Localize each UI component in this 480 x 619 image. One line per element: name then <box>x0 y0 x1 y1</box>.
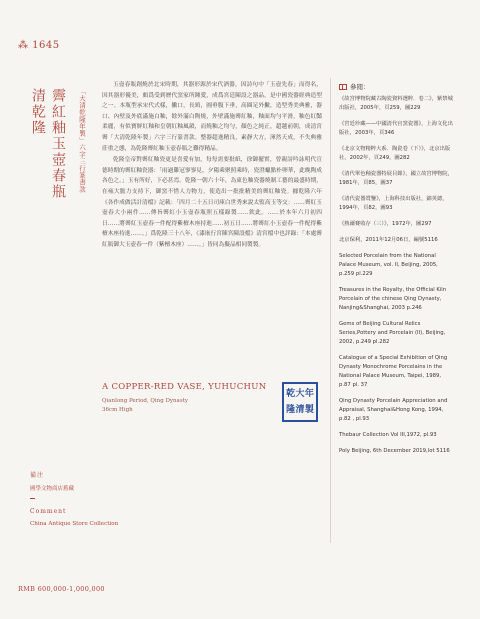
reference-item: 《故宮博物院藏古陶瓷資料選粹．卷二》，紫禁城出版社，2005年，頁259，圖229 <box>339 96 453 111</box>
period-line: Qianlong Period, Qing Dynasty <box>102 398 188 404</box>
reference-item: Treasures in the Royalty, the Official Kiln Porcelain of the chinese Qing Dynasty, Nanjing&Shanghai, 2003 p.246 <box>339 287 447 311</box>
seal-char: 清 <box>295 405 305 415</box>
provenance-text: 國學文物商店舊藏 <box>30 486 75 492</box>
seal-char: 製 <box>304 405 314 415</box>
lot-number: ⁂ 1645 <box>18 40 60 51</box>
title-zh-marks: 「大清乾隆年製」六字三行篆書款 <box>78 88 86 193</box>
reference-item: 《清代單色釉瓷器特展目錄》，國立故宮博物院，1981年，頁85，圖37 <box>339 171 453 186</box>
description-body <box>102 80 322 252</box>
seal-char: 大 <box>295 389 305 399</box>
references-list <box>339 95 454 463</box>
reference-item: 北京保利，2011年12月06日，編號5116 <box>339 237 438 243</box>
height-line: 36cm High <box>102 407 133 413</box>
references-label: 參閱： <box>350 83 370 91</box>
seal-char: 隆 <box>286 405 296 415</box>
reference-item: 《北京文物精粹大系．陶瓷卷（下）》，北京出版社，2002年，頁249，圖282 <box>339 146 451 161</box>
reign-mark-seal <box>282 382 318 422</box>
reference-item: Catalogue of a Special Exhibition of Qing Dynasty Monochrome Porcelains in the National Palace Museum, Taipei, 1989, p.87 pl. 37 <box>339 355 448 388</box>
title-en: A COPPER-RED VASE, YUHUCHUN <box>102 382 267 392</box>
seal-char: 年 <box>304 389 314 399</box>
reference-item: Gems of Beijing Cultural Relics Series,Pottery and Porcelain (II), Beijing, 2002, p.249 pl.282 <box>339 321 446 345</box>
reference-item: Selected Porcelain from the National Palace Museum, vol. II, Beijing, 2005, p.259 pl.229 <box>339 253 438 277</box>
seal-char: 乾 <box>286 389 296 399</box>
description-paragraph: 乾隆皇帝對霽紅釉瓷更是喜愛有加，每每需要批紙，徐御擺實，曾親詩吟詠明代宣德時期的霽紅釉瓷器：「雨過雞冠寥寥見，夕陽乘聚照乘時，瓷澄蠟點朴卵華，此晚陶成各色之。」玉有所好，下必甚焉。乾隆一朝六十年，為東色釉瓷器燒制工藝的最盛時期，在雍大膽力支持下，御窯不惜人力物力，使造出一批批精美的霽紅釉瓷。據乾隆六年《各作成做活計清檔》記載：「四月二十五日司庫白世秀來說太監高玉等交：……霽紅玉壺春大小兩件……傳旨霽紅小玉壺春瓶照五樣錄製……欽此。……於本年六月初四日……將霽紅玉壺春一件配得紫檀木座持進……初五日……將霽紅小玉壺春一件配得紫檀木座持進……。」爲乾隆三十八年，《漆嵌行宮陳宮陳設檔》清宮檔中也詳錄：「本處霽紅瓶御大玉壺春一件（紫檀木座）……。」皆同為擬品相同製製。 <box>102 157 322 248</box>
reference-item: Poly Beijing, 6th December 2019,lot 5116 <box>339 448 450 454</box>
references-header <box>339 82 370 91</box>
divider-dash <box>30 498 35 499</box>
reference-item: 《宮廷珍藏——中國清代官窯瓷器》，上海文化出版社，2003年，頁346 <box>339 121 453 136</box>
title-zh-period: 清乾隆 <box>30 88 46 136</box>
reference-item: 《熱爾賽收存（三）》，1972年，圖297 <box>339 221 432 227</box>
column-divider <box>330 78 331 543</box>
comment-text: China Antique Store Collection <box>30 521 119 527</box>
subtitle-en <box>102 397 188 415</box>
book-icon <box>339 84 347 90</box>
estimate: RMB 600,000-1,000,000 <box>18 585 105 593</box>
comment-label: Comment <box>30 508 67 515</box>
reference-item: 《清代瓷器賞鑒》，上海科技出版社，錦英總，1994年，頁82，圖93 <box>339 196 448 211</box>
provenance-label: 備注 <box>30 472 45 479</box>
description-paragraph: 玉壺春瓶創燒於北宋時期，其器形源於宋代酒器，因詩句中「玉壺先春」而得名，因其器形優美，頗爲受到歷代窯家所鍾愛，成爲宮廷陳設之器品。是中國瓷器經典造型之一。本瓶型承宋代式樣，撇口，長頸，圓垂腹下垂，高圈足外撇，造型秀美典雅，器口、內壁及外底滿施白釉，餘外滿白陶燒，外壁滿施霽紅釉，釉面均勻平滑，釉色紅豔柔麗，有似寶鮮紅釉和皇朝紅釉風韻，而燒釉之均勻，顏色之純正，超越前朝，成清宮霽「大清乾隆年製」六字三行篆書款。整器超逸精良，素靜大方，渾然天成，不失典雅莊重之態，為乾隆霽紅釉玉壺春瓶之難得精品。 <box>102 82 322 152</box>
reference-item: Qing Dynasty Porcelain Appreciation and Appraisal, Shanghai&Hong Kong, 1994, p.82 , pl.93 <box>339 398 448 422</box>
reference-item: Thebaur Collection Vol III,1972, pl.93 <box>339 432 437 438</box>
title-zh-object: 霽紅釉玉壺春瓶 <box>50 88 66 200</box>
